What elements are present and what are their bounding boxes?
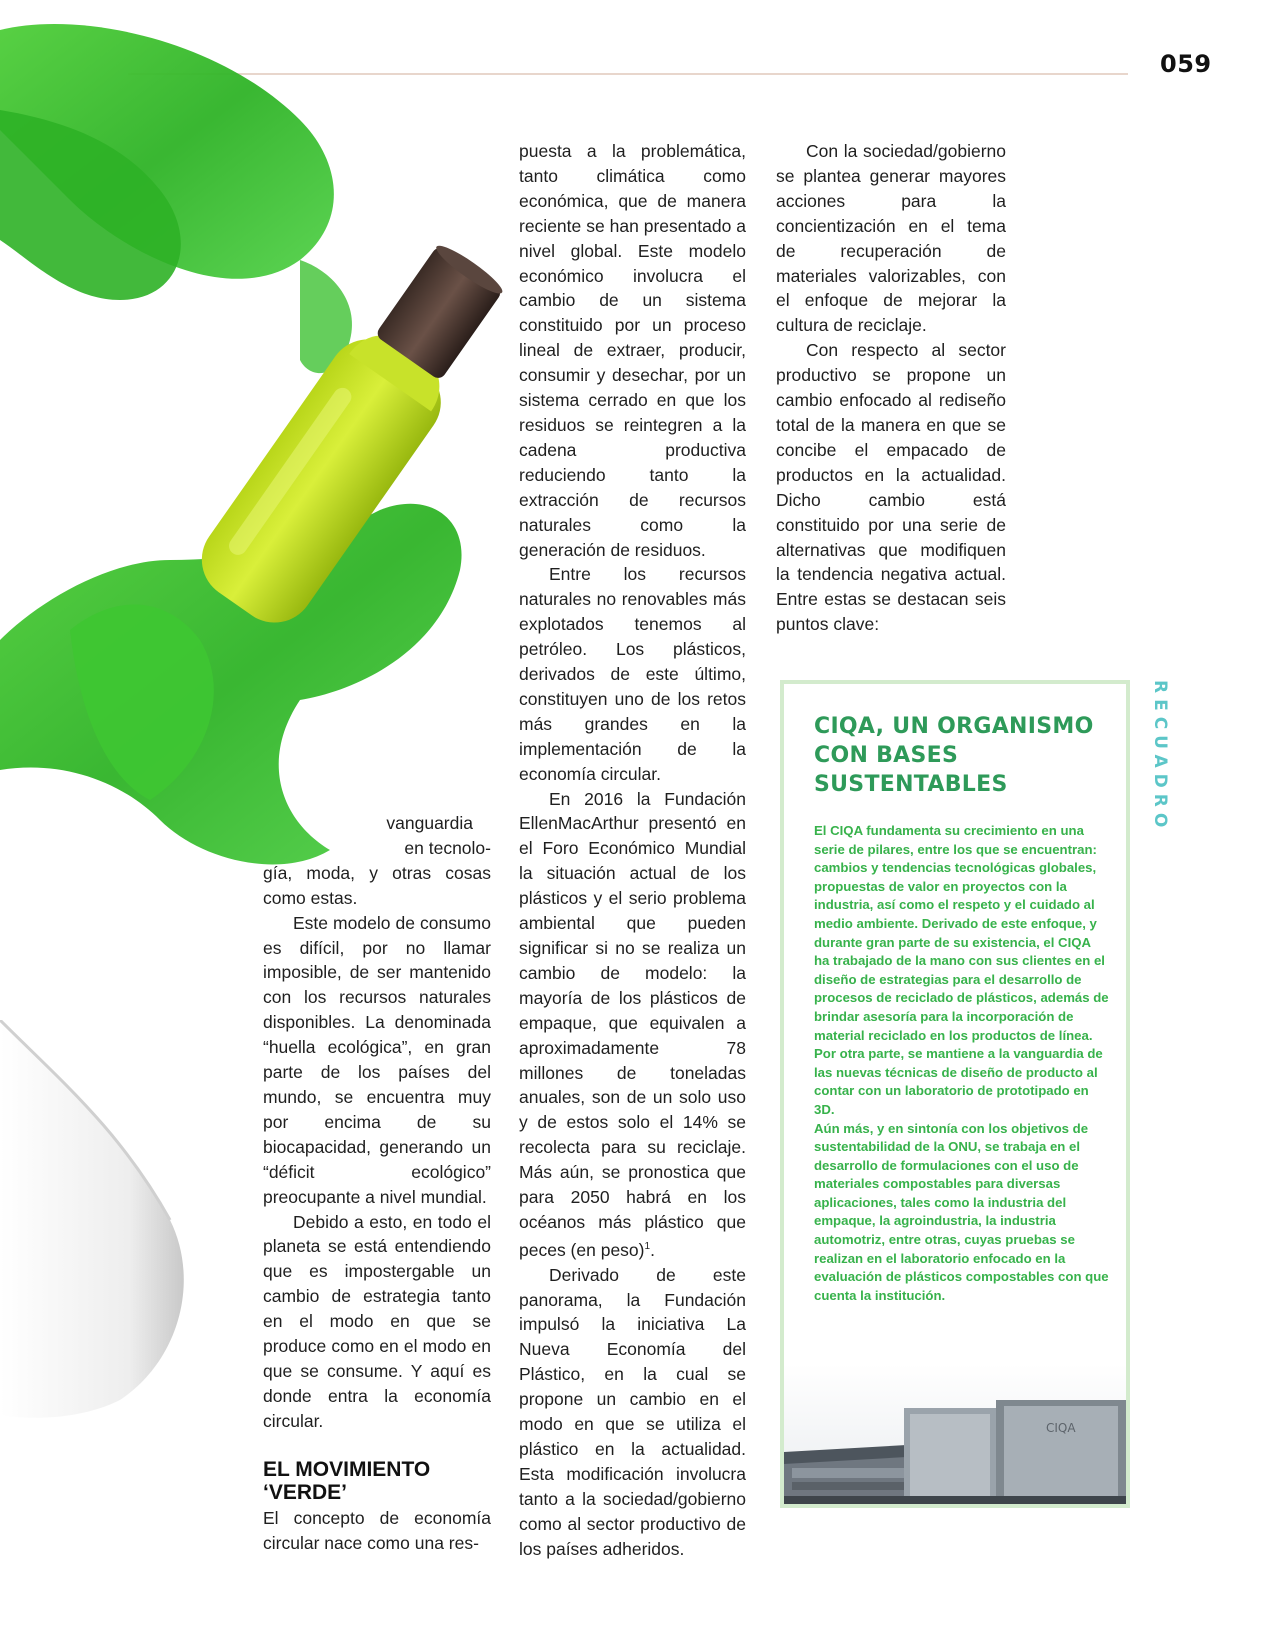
column-3 xyxy=(776,139,1006,637)
column-1 xyxy=(263,811,491,1555)
paragraph: puesta a la problemática, tanto climática como económica, que de manera reciente se han presentado a nivel global. Este modelo económico involucra el cambio de un sistema constituido por un proceso lineal de extraer, producir, consumir y desechar, por un sistema cerrado en que los residuos se reintegren a la cadena productiva reduciendo tanto la extracción de recursos naturales como la generación de residuos. xyxy=(519,141,746,560)
sidebar-paragraph: Aún más, y en sintonía con los objetivos de sustentabilidad de la ONU, se trabaja en el desarrollo de formulaciones con el uso de materiales compostables para diversas aplicaciones, tales como la industria del empaque, la agroindustria, la industria automotriz, entre otras, cuyas pruebas se realizan en el laboratorio enfocado en la evaluación de plásticos compostables con que cuenta la institución. xyxy=(814,1120,1109,1303)
building-sign: CIQA xyxy=(1046,1421,1076,1435)
building-photo xyxy=(784,1364,1126,1504)
paragraph: Entre los recursos naturales no renovables más explotados tenemos al petróleo. Los plásticos, derivados de este último, constituyen uno de los retos más grandes en la implementación de la economía circular. xyxy=(519,564,746,784)
paragraph-text: En 2016 la Fundación EllenMacArthur presentó en el Foro Económico Mundial la situación actual de los plásticos y el serio problema ambiental que pueden significar si no se realiza un cambio de modelo: la mayoría de los plásticos de empaque, que equivalen a aproximadamente 78 millones de toneladas anuales, son de un solo uso y de estos solo el 14% se recolecta para su reciclaje. Más aún, se pronostica que para 2050 habrá en los océanos más plástico que peces (en peso) xyxy=(519,788,746,1260)
sidebar-body xyxy=(814,822,1109,1305)
paragraph: Con respecto al sector productivo se propone un cambio enfocado al rediseño total de la manera en que se concibe el empacado de productos en la actualidad. Dicho cambio está constituido por una serie de alternativas que modifiquen la tendencia negativa actual. Entre estas se destacan seis puntos clave: xyxy=(776,340,1006,635)
column-2 xyxy=(519,139,746,1561)
sidebar-paragraph: El CIQA fundamenta su crecimiento en una serie de pilares, entre los que se encuentran: cambios y tendencias tecnológicas globales, propuestas de valor en proyectos con la industria, así como el respeto y el cuidado al medio ambiente. Derivado de este enfoque, y durante gran parte de su existencia, el CIQA ha trabajado de la mano con sus clientes en el diseño de estrategias para el desarrollo de procesos de reciclado de plásticos, además de brindar asesoría para la incorporación de material reciclado en los productos de línea. xyxy=(814,823,1109,1043)
section-heading: EL MOVIMIENTO ‘VERDE’ xyxy=(263,1457,431,1504)
page-number: 059 xyxy=(1160,50,1212,78)
footnote-reference: 1 xyxy=(644,1240,651,1252)
sidebar-title: CIQA, UN ORGANISMO CON BASES SUSTENTABLES xyxy=(814,714,1094,797)
sidebar-box xyxy=(780,680,1130,1508)
paragraph xyxy=(263,811,491,861)
paragraph: gía, moda, y otras cosas como estas. xyxy=(263,862,491,908)
paragraph: El concepto de economía circular nace como una res- xyxy=(263,1507,491,1553)
paragraph xyxy=(519,787,746,1263)
paragraph-end: . xyxy=(650,1239,655,1260)
text-line: vanguardia xyxy=(386,813,473,833)
paragraph: Derivado de este panorama, la Fundación impulsó la iniciativa La Nueva Economía del Plástico, en la cual se propone un cambio en el modo en que se utiliza el plástico en la actualidad. Esta modificación involucra tanto a la sociedad/gobierno como al sector productivo de los países adheridos. xyxy=(519,1264,746,1559)
paragraph: Con la sociedad/gobierno se plantea generar mayores acciones para la concientización en el tema de recuperación de materiales valorizables, con el enfoque de mejorar la cultura de reciclaje. xyxy=(776,141,1006,336)
sidebar-vertical-label: RECUADRO xyxy=(1150,680,1170,834)
white-container-illustration xyxy=(0,1020,220,1420)
paragraph: Este modelo de consumo es difícil, por no llamar imposible, de ser mantenido con los recursos naturales disponibles. La denominada “huella ecológica”, en gran parte de los países del mundo, se encuentra muy por encima de su biocapacidad, generando un “déficit ecológico” preocupante a nivel mundial. xyxy=(263,912,491,1207)
sidebar-paragraph: Por otra parte, se mantiene a la vanguardia de las nuevas técnicas de diseño de producto al contar con un laboratorio de prototipado en 3D. xyxy=(814,1046,1103,1117)
paragraph: Debido a esto, en todo el planeta se está entendiendo que es impostergable un cambio de estrategia tanto en el modo en que se produce como en el modo en que se consume. Y aquí es donde entra la economía circular. xyxy=(263,1211,491,1431)
text-line: en tecnolo- xyxy=(404,837,491,858)
bottle-illustration xyxy=(150,220,550,660)
